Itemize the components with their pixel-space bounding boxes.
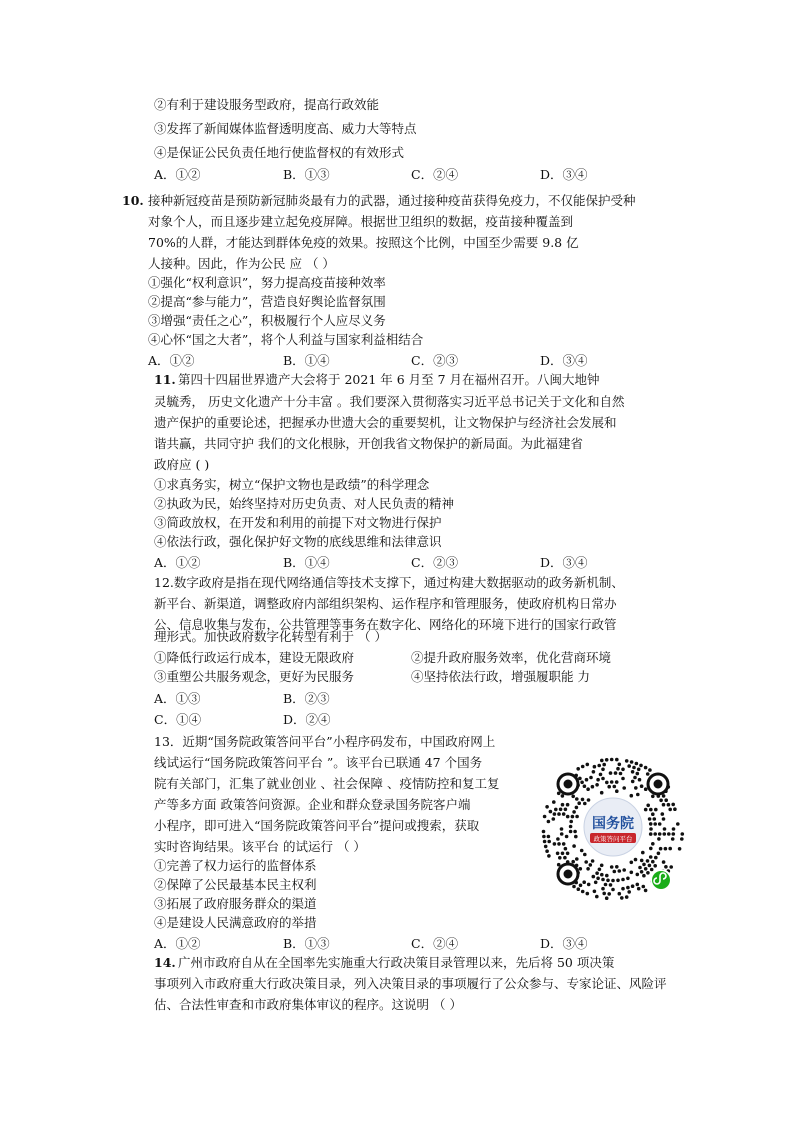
q11-line-3: 遗产保护的重要论述，把握承办世遗大会的重要契机，让文物保护与经济社会发展和 <box>154 415 617 430</box>
q11-number: 11. <box>154 372 176 387</box>
q10-option-b: B．①④ <box>283 353 330 368</box>
q12-line-3: 公、信息收集与发布，公共管理等事务在数字化、网络化的环境下进行的国家行政管 <box>154 617 617 632</box>
q12-statement-4: ④坚持依法行政，增强履职能 力 <box>411 669 590 684</box>
q11-option-c: C．②③ <box>411 555 459 570</box>
q13-statement-4: ④是建设人民满意政府的举措 <box>154 915 317 930</box>
q10-option-a: A．①② <box>148 353 195 368</box>
q10-option-c: C．②③ <box>411 353 459 368</box>
q10-line-1: 接种新冠疫苗是预防新冠肺炎最有力的武器，通过接种疫苗获得免疫力，不仅能保护受种 <box>148 193 636 208</box>
q9-statement-4: ④是保证公民负责任地行使监督权的有效形式 <box>154 145 405 160</box>
q9-option-c: C．②④ <box>411 167 459 182</box>
q13-line-5: 小程序，即可进入“国务院政策答问平台”提问或搜索，获取 <box>154 818 480 833</box>
q11-line-1: 第四十四届世界遗产大会将于 2021 年 6 月至 7 月在福州召开。八闽大地钟 <box>178 372 600 387</box>
q10-statement-1: ①强化“权利意识”，努力提高疫苗接种效率 <box>148 275 386 290</box>
q14-number: 14. <box>154 955 176 970</box>
q10-line-4: 人接种。因此，作为公民 应 （ ） <box>148 256 335 271</box>
q11-option-d: D．③④ <box>540 555 588 570</box>
q14-line-2: 事项列入市政府重大行政决策目录，列入决策目录的事项履行了公众参与、专家论证、风险评 <box>154 976 667 991</box>
q12-line-1: 12.数字政府是指在现代网络通信等技术支撑下，通过构建大数据驱动的政务新机制、 <box>154 575 624 590</box>
q12-statement-1: ①降低行政运行成本，建设无限政府 <box>154 650 355 665</box>
q13-line-2: 线试运行“国务院政策答问平台 ”。该平台已联通 47 个国务 <box>154 755 483 770</box>
q13-statement-2: ②保障了公民最基本民主权利 <box>154 877 317 892</box>
q10-option-d: D．③④ <box>540 353 588 368</box>
q13-option-c: C．②④ <box>411 936 459 951</box>
q10-line-2: 对象个人，而且逐步建立起免疫屏障。根据世卫组织的数据，疫苗接种覆盖到 <box>148 214 574 229</box>
q11-line-2: 灵毓秀， 历史文化遗产十分丰富 。我们要深入贯彻落实习近平总书记关于文化和自然 <box>154 394 625 409</box>
q12-statement-3: ③重塑公共服务观念，更好为民服务 <box>154 669 355 684</box>
q11-line-5: 政府应 ( ) <box>154 457 210 472</box>
q10-number: 10. <box>122 193 144 208</box>
q13-line-4: 产等多方面 政策答问资源。企业和群众登录国务院客户端 <box>154 797 471 812</box>
q11-statement-1: ①求真务实，树立“保护文物也是政绩”的科学理念 <box>154 477 430 492</box>
q12-line-4: 理形式。加快政府数字化转型有利于 （ ） <box>154 629 387 644</box>
q9-option-a: A．①② <box>154 167 201 182</box>
q9-statement-2: ②有利于建设服务型政府，提高行政效能 <box>154 97 380 112</box>
q11-option-b: B．①④ <box>283 555 330 570</box>
q13-statement-1: ①完善了权力运行的监督体系 <box>154 858 317 873</box>
q10-line-3: 70%的人群，才能达到群体免疫的效果。按照这个比例，中国至少需要 9.8 亿 <box>148 235 579 250</box>
q12-statement-2: ②提升政府服务效率，优化营商环境 <box>411 650 612 665</box>
q12-line-2: 新平台、新渠道，调整政府内部组织架构、运作程序和管理服务，使政府机构日常办 <box>154 596 617 611</box>
q13-option-d: D．③④ <box>540 936 588 951</box>
q12-option-d: D．②④ <box>283 712 331 727</box>
q13-line-6: 实时咨询结果。该平台 的试运行 （ ） <box>154 839 366 854</box>
q9-option-d: D．③④ <box>540 167 588 182</box>
qr-subtitle: 政策答问平台 <box>593 835 633 843</box>
q11-option-a: A．①② <box>154 555 201 570</box>
q10-statement-3: ③增强“责任之心”，积极履行个人应尽义务 <box>148 313 386 328</box>
q13-statement-3: ③拓展了政府服务群众的渠道 <box>154 896 317 911</box>
q13-line-1: 13．近期“国务院政策答问平台”小程序码发布，中国政府网上 <box>154 734 496 749</box>
q14-line-1: 广州市政府自从在全国率先实施重大行政决策目录管理以来，先后将 50 项决策 <box>178 955 615 970</box>
q12-option-a: A．①③ <box>154 691 201 706</box>
q11-statement-2: ②执政为民，始终坚持对历史负责、对人民负责的精神 <box>154 496 455 511</box>
q14-line-3: 估、合法性审查和市政府集体审议的程序。这说明 （ ） <box>154 997 462 1012</box>
q10-statement-4: ④心怀“国之大者”，将个人利益与国家利益相结合 <box>148 332 424 347</box>
q13-option-a: A．①② <box>154 936 201 951</box>
q10-statement-2: ②提高“参与能力”，营造良好舆论监督氛围 <box>148 294 386 309</box>
q9-statement-3: ③发挥了新闻媒体监督透明度高、威力大等特点 <box>154 121 417 136</box>
q13-line-3: 院有关部门，汇集了就业创业 、社会保障 、疫情防控和复工复 <box>154 776 500 791</box>
qr-title: 国务院 <box>592 816 634 832</box>
q12-option-c: C．①④ <box>154 712 202 727</box>
q11-statement-4: ④依法行政，强化保护好文物的底线思维和法律意识 <box>154 534 442 549</box>
q11-line-4: 谐共赢，共同守护 我们的文化根脉，开创我省文物保护的新局面。为此福建省 <box>154 436 583 451</box>
q11-statement-3: ③简政放权，在开发和利用的前提下对文物进行保护 <box>154 515 442 530</box>
q13-option-b: B．①③ <box>283 936 330 951</box>
q9-option-b: B．①③ <box>283 167 330 182</box>
mini-program-code <box>538 754 688 904</box>
q12-option-b: B．②③ <box>283 691 330 706</box>
